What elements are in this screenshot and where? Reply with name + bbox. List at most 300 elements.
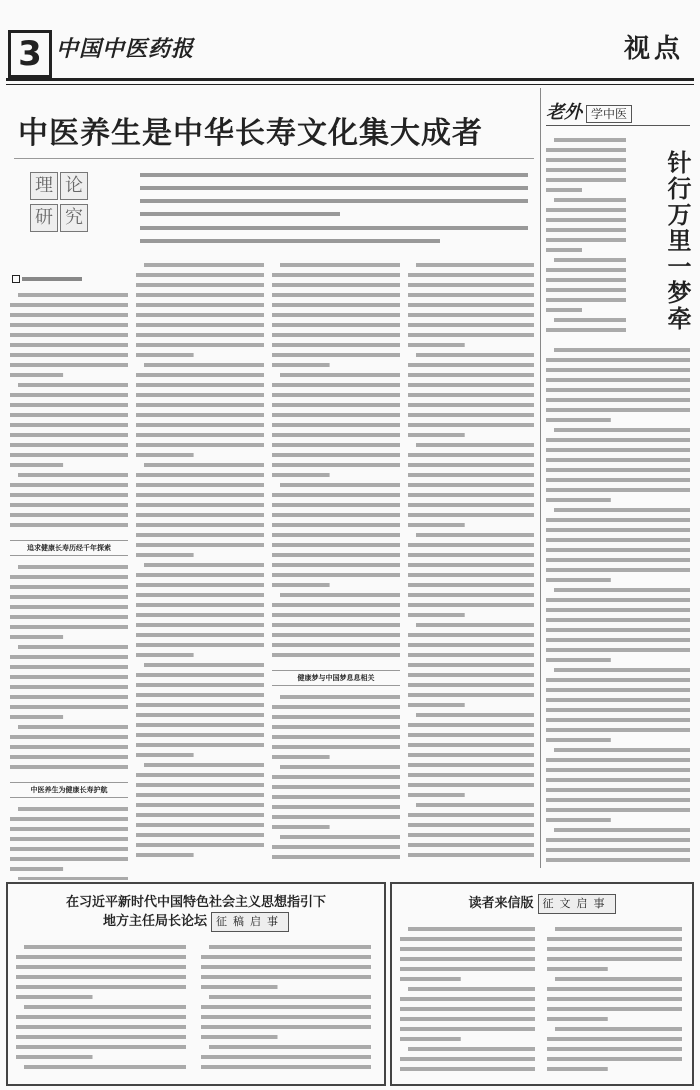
text-line: [272, 725, 400, 729]
text-line: [136, 403, 264, 407]
text-line: [10, 625, 128, 629]
text-line: [408, 843, 534, 847]
text-line: [136, 753, 194, 757]
text-line: [136, 413, 264, 417]
text-line: [408, 833, 534, 837]
text-line: [201, 1055, 371, 1059]
text-line: [546, 818, 611, 822]
text-line: [10, 463, 63, 467]
text-line: [546, 158, 626, 162]
text-line: [547, 1037, 682, 1041]
text-line: [136, 483, 264, 487]
text-line: [136, 653, 194, 657]
text-line: [408, 273, 534, 277]
text-line: [10, 313, 128, 317]
text-line: [546, 858, 690, 862]
text-line: [10, 303, 128, 307]
text-line: [416, 443, 534, 447]
text-line: [272, 633, 400, 637]
text-line: [546, 368, 690, 372]
text-line: [18, 725, 128, 729]
text-line: [400, 997, 535, 1001]
text-line: [272, 653, 400, 657]
text-line: [546, 488, 690, 492]
text-line: [16, 975, 186, 979]
text-line: [136, 323, 264, 327]
text-line: [547, 1007, 682, 1011]
text-line: [546, 578, 611, 582]
text-line: [10, 413, 128, 417]
headline-divider: [14, 158, 534, 159]
reader-seal: 征文启事: [538, 894, 616, 914]
text-line: [546, 808, 690, 812]
text-line: [554, 198, 626, 202]
text-line: [136, 583, 264, 587]
text-line: [10, 695, 128, 699]
forum-body: [8, 932, 384, 1076]
text-line: [546, 608, 690, 612]
text-line: [136, 553, 194, 557]
text-line: [408, 743, 534, 747]
text-line: [16, 1055, 93, 1059]
text-line: [209, 945, 371, 949]
text-line: [408, 523, 465, 527]
text-line: [408, 653, 534, 657]
text-line: [272, 523, 400, 527]
text-line: [272, 563, 400, 567]
text-line: [400, 1067, 535, 1071]
text-line: [408, 503, 534, 507]
text-line: [272, 553, 400, 557]
text-line: [546, 388, 690, 392]
text-line: [136, 783, 264, 787]
text-line: [18, 293, 128, 297]
text-line: [136, 543, 264, 547]
text-line: [408, 463, 534, 467]
text-line: [10, 735, 128, 739]
text-line: [10, 867, 63, 871]
text-line: [18, 807, 128, 811]
text-line: [272, 705, 400, 709]
text-line: [201, 1035, 278, 1039]
text-line: [272, 795, 400, 799]
text-line: [546, 768, 690, 772]
text-line: [546, 708, 690, 712]
text-line: [408, 313, 534, 317]
text-line: [546, 848, 690, 852]
text-line: [408, 643, 534, 647]
text-line: [408, 823, 534, 827]
forum-title-line1: 在习近平新时代中国特色社会主义思想指引下: [65, 895, 326, 910]
text-line: [547, 1017, 608, 1021]
text-line: [144, 363, 264, 367]
text-line: [408, 453, 534, 457]
text-line: [10, 635, 63, 639]
text-line: [408, 423, 534, 427]
text-line: [24, 1005, 186, 1009]
main-headline: 中医养生是中华长寿文化集大成者: [18, 116, 483, 151]
text-line: [408, 583, 534, 587]
text-line: [144, 763, 264, 767]
text-line: [136, 773, 264, 777]
text-line: [10, 585, 128, 589]
text-line: [400, 1037, 461, 1041]
text-line: [416, 803, 534, 807]
text-line: [144, 663, 264, 667]
text-line: [201, 985, 278, 989]
text-line: [136, 603, 264, 607]
text-line: [10, 575, 128, 579]
text-line: [408, 373, 534, 377]
text-line: [272, 603, 400, 607]
text-line: [546, 458, 690, 462]
text-line: [10, 817, 128, 821]
text-line: [136, 613, 264, 617]
masthead-rule: [6, 78, 694, 81]
column-3-lines: [272, 260, 400, 660]
text-line: [546, 528, 690, 532]
paper-name: 中国中医药报: [56, 36, 195, 62]
text-line: [400, 1017, 535, 1021]
text-line: [272, 573, 400, 577]
text-line: [547, 937, 682, 941]
text-line: [408, 343, 465, 347]
text-line: [10, 685, 128, 689]
text-line: [546, 408, 690, 412]
text-line: [546, 358, 690, 362]
text-line: [10, 765, 128, 769]
text-line: [10, 353, 128, 357]
text-line: [408, 413, 534, 417]
text-line: [272, 855, 400, 859]
text-line: [136, 373, 264, 377]
text-column-1: [10, 290, 128, 880]
section-title: 视点: [623, 34, 684, 64]
text-line: [136, 813, 264, 817]
text-line: [416, 353, 534, 357]
text-line: [416, 713, 534, 717]
text-line: [408, 593, 534, 597]
text-line: [408, 513, 534, 517]
text-line: [554, 318, 626, 322]
text-line: [408, 763, 534, 767]
text-line: [546, 558, 690, 562]
text-line: [24, 945, 186, 949]
text-line: [554, 668, 690, 672]
text-line: [272, 815, 400, 819]
text-line: [408, 483, 534, 487]
text-line: [136, 593, 264, 597]
reader-title-text: 读者来信版: [468, 896, 534, 911]
text-line: [144, 263, 264, 267]
text-line: [408, 683, 534, 687]
text-line: [209, 995, 371, 999]
text-line: [408, 383, 534, 387]
text-line: [272, 323, 400, 327]
text-line: [272, 643, 400, 647]
text-line: [546, 448, 690, 452]
text-line: [408, 633, 534, 637]
tag-char: 究: [60, 204, 88, 232]
text-line: [272, 303, 400, 307]
text-line: [272, 443, 400, 447]
text-line: [272, 623, 400, 627]
forum-call-box: [6, 882, 386, 1086]
text-line: [10, 503, 128, 507]
text-line: [10, 393, 128, 397]
text-line: [272, 493, 400, 497]
text-line: [16, 1035, 186, 1039]
text-line: [18, 473, 128, 477]
text-line: [554, 588, 690, 592]
text-line: [408, 693, 534, 697]
text-line: [546, 378, 690, 382]
column-4-lines: [408, 260, 534, 860]
text-line: [201, 955, 371, 959]
text-line: [10, 705, 128, 709]
text-line: [272, 825, 330, 829]
lead-text-lines: [140, 170, 530, 250]
text-line: [16, 955, 186, 959]
side-column-title: [546, 98, 632, 124]
text-line: [209, 1045, 371, 1049]
text-line: [10, 827, 128, 831]
side-intro-lines: [546, 135, 626, 335]
text-line: [272, 543, 400, 547]
text-line: [546, 218, 626, 222]
text-line: [546, 698, 690, 702]
text-line: [554, 138, 626, 142]
lead-paragraph: [140, 170, 530, 255]
text-line: [144, 563, 264, 567]
text-line: [10, 745, 128, 749]
text-line: [408, 673, 534, 677]
text-line: [201, 1025, 371, 1029]
text-line: [10, 423, 128, 427]
text-line: [10, 837, 128, 841]
text-line: [546, 788, 690, 792]
text-line: [408, 783, 534, 787]
text-line: [272, 785, 400, 789]
text-line: [546, 778, 690, 782]
subhead: 追求健康长寿历经千年探索: [10, 540, 128, 556]
text-line: [546, 148, 626, 152]
column-1-lines: [10, 804, 128, 880]
text-line: [546, 498, 611, 502]
text-line: [136, 743, 264, 747]
text-line: [546, 288, 626, 292]
text-line: [272, 433, 400, 437]
text-line: [10, 483, 128, 487]
text-line: [16, 965, 186, 969]
text-line: [136, 533, 264, 537]
text-line: [10, 493, 128, 497]
text-line: [546, 478, 690, 482]
text-line: [10, 443, 128, 447]
column-tag: [30, 172, 94, 242]
forum-text-lines: [201, 942, 371, 1072]
text-line: [136, 343, 264, 347]
text-line: [272, 403, 400, 407]
text-line: [10, 605, 128, 609]
tag-char: 论: [60, 172, 88, 200]
text-line: [272, 453, 400, 457]
column-3-lines: [272, 692, 400, 860]
text-line: [408, 813, 534, 817]
text-line: [272, 533, 400, 537]
text-line: [136, 313, 264, 317]
text-line: [201, 975, 371, 979]
text-line: [136, 393, 264, 397]
column-1-lines: [10, 562, 128, 772]
text-line: [136, 493, 264, 497]
text-line: [16, 1045, 186, 1049]
text-line: [408, 987, 535, 991]
column-1-lines: [10, 290, 128, 530]
text-line: [136, 703, 264, 707]
text-line: [546, 248, 582, 252]
text-line: [280, 263, 400, 267]
text-line: [272, 413, 400, 417]
text-column-2: [136, 260, 264, 860]
text-line: [272, 735, 400, 739]
text-line: [16, 1015, 186, 1019]
text-line: [136, 293, 264, 297]
text-line: [408, 703, 465, 707]
text-line: [10, 373, 63, 377]
text-line: [546, 438, 690, 442]
text-line: [400, 977, 461, 981]
text-line: [408, 853, 534, 857]
text-line: [408, 733, 534, 737]
text-line: [10, 333, 128, 337]
text-line: [16, 985, 186, 989]
text-line: [144, 463, 264, 467]
text-line: [400, 967, 535, 971]
text-line: [408, 603, 534, 607]
text-line: [280, 695, 400, 699]
text-line: [408, 573, 534, 577]
text-line: [546, 648, 690, 652]
text-line: [201, 965, 371, 969]
text-line: [272, 805, 400, 809]
text-line: [272, 473, 330, 477]
text-line: [272, 313, 400, 317]
author-line: [12, 275, 82, 283]
tag-char: 研: [30, 204, 58, 232]
text-line: [18, 565, 128, 569]
text-column-3: [272, 260, 400, 860]
subhead: 中医养生为健康长寿护航: [10, 782, 128, 798]
text-line: [546, 188, 582, 192]
text-line: [136, 693, 264, 697]
text-line: [136, 683, 264, 687]
text-line: [554, 508, 690, 512]
text-line: [546, 398, 690, 402]
side-column-sub: 学中医: [586, 105, 632, 123]
subhead: 健康梦与中国梦息息相关: [272, 670, 400, 686]
text-line: [272, 283, 400, 287]
text-line: [546, 298, 626, 302]
text-line: [546, 688, 690, 692]
text-line: [408, 663, 534, 667]
text-line: [555, 977, 682, 981]
text-line: [547, 957, 682, 961]
text-line: [136, 803, 264, 807]
text-line: [408, 433, 465, 437]
text-line: [280, 765, 400, 769]
text-line: [546, 638, 690, 642]
text-line: [136, 303, 264, 307]
column-divider: [540, 88, 541, 868]
text-line: [546, 798, 690, 802]
text-line: [280, 593, 400, 597]
text-line: [136, 423, 264, 427]
text-line: [408, 723, 534, 727]
text-line: [136, 573, 264, 577]
text-line: [272, 273, 400, 277]
text-line: [10, 755, 128, 759]
text-line: [272, 383, 400, 387]
text-line: [10, 655, 128, 659]
text-line: [10, 343, 128, 347]
text-line: [136, 853, 194, 857]
text-line: [408, 793, 465, 797]
text-line: [136, 353, 194, 357]
text-line: [16, 1025, 186, 1029]
text-line: [136, 503, 264, 507]
text-line: [547, 1067, 608, 1071]
text-line: [272, 715, 400, 719]
text-line: [201, 1015, 371, 1019]
text-line: [546, 168, 626, 172]
text-line: [554, 748, 690, 752]
text-line: [400, 1007, 535, 1011]
side-body-text: [546, 345, 690, 865]
text-line: [546, 758, 690, 762]
side-column-name: 老外: [546, 102, 582, 123]
text-line: [546, 738, 611, 742]
text-line: [280, 373, 400, 377]
text-line: [547, 1057, 682, 1061]
text-line: [546, 718, 690, 722]
text-line: [10, 595, 128, 599]
text-line: [136, 833, 264, 837]
text-line: [272, 845, 400, 849]
text-line: [10, 513, 128, 517]
text-line: [16, 995, 93, 999]
text-line: [136, 513, 264, 517]
text-line: [408, 773, 534, 777]
text-line: [408, 1047, 535, 1051]
text-line: [408, 293, 534, 297]
text-line: [555, 927, 682, 931]
text-line: [408, 333, 534, 337]
text-line: [555, 1027, 682, 1031]
text-line: [280, 835, 400, 839]
text-line: [546, 548, 690, 552]
text-line: [546, 268, 626, 272]
forum-title-line2: 地方主任局长论坛: [102, 914, 207, 929]
text-line: [272, 755, 330, 759]
text-line: [547, 987, 682, 991]
reader-text-lines: [400, 924, 535, 1074]
text-line: [136, 723, 264, 727]
text-line: [546, 228, 626, 232]
text-line: [18, 383, 128, 387]
text-line: [136, 333, 264, 337]
text-line: [408, 543, 534, 547]
